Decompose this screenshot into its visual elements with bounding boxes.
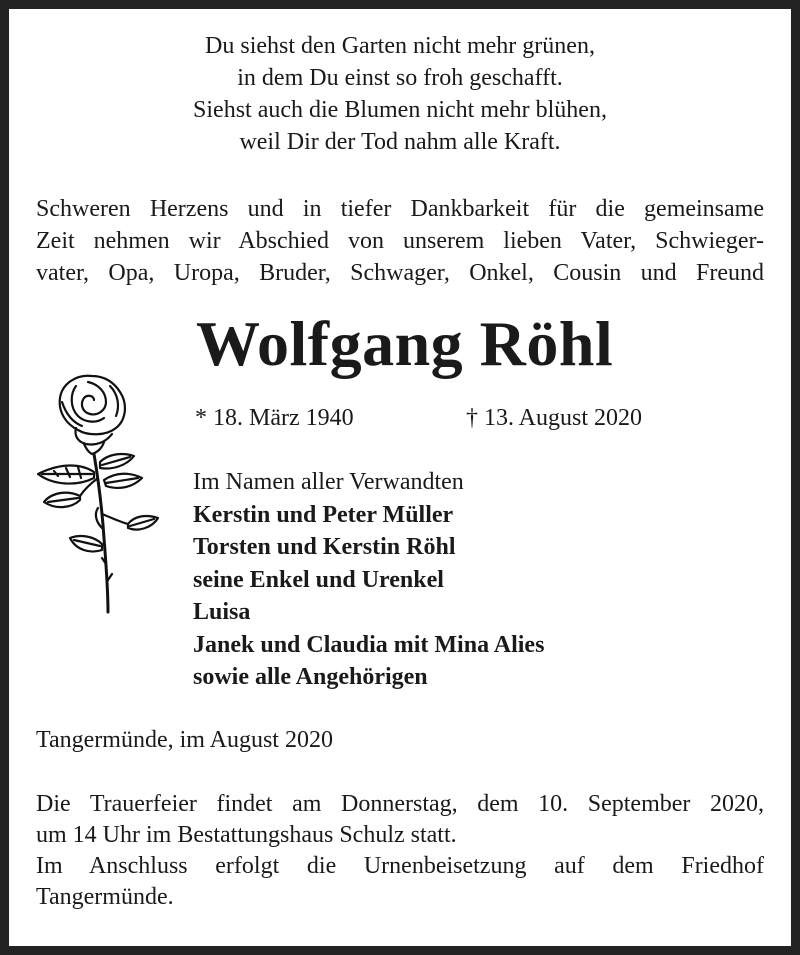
poem-line: weil Dir der Tod nahm alle Kraft. [239, 129, 561, 155]
funeral-line: um 14 Uhr im Bestattungshaus Schulz statt. [36, 822, 457, 848]
intro-line: vater, Opa, Uropa, Bruder, Schwager, Onkel, Cousin und Freund [36, 260, 764, 286]
family-member: Torsten und Kerstin Röhl [193, 534, 456, 560]
death-date: † 13. August 2020 [466, 405, 643, 431]
deceased-name: Wolfgang Röhl [196, 308, 614, 379]
family-member: Janek und Claudia mit Mina Alies [193, 631, 545, 658]
rose-icon [32, 368, 164, 618]
birth-date: * 18. März 1940 [195, 405, 354, 431]
family-heading: Im Namen aller Verwandten [193, 469, 464, 495]
place-date: Tangermünde, im August 2020 [36, 727, 333, 753]
funeral-line: Die Trauerfeier findet am Donnerstag, dem 10. September 2020, [36, 791, 764, 817]
family-member: seine Enkel und Urenkel [193, 566, 444, 593]
family-member: Luisa [193, 599, 251, 625]
funeral-line: Tangermünde. [36, 884, 174, 910]
poem-line: in dem Du einst so froh geschafft. [237, 65, 563, 91]
poem [0, 30, 800, 158]
intro-text [36, 193, 764, 289]
intro-line: Zeit nehmen wir Abschied von unserem lieben Vater, Schwieger- [36, 228, 764, 254]
poem-line: Du siehst den Garten nicht mehr grünen, [205, 33, 595, 59]
family-block [193, 466, 544, 694]
family-member: Kerstin und Peter Müller [193, 501, 454, 528]
poem-line: Siehst auch die Blumen nicht mehr blühen, [193, 97, 607, 123]
family-member: sowie alle Angehörigen [193, 664, 428, 690]
funeral-info [36, 789, 764, 913]
intro-line: Schweren Herzens und in tiefer Dankbarkeit für die gemeinsame [36, 196, 764, 222]
funeral-line: Im Anschluss erfolgt die Urnenbeisetzung auf dem Friedhof [36, 853, 764, 879]
